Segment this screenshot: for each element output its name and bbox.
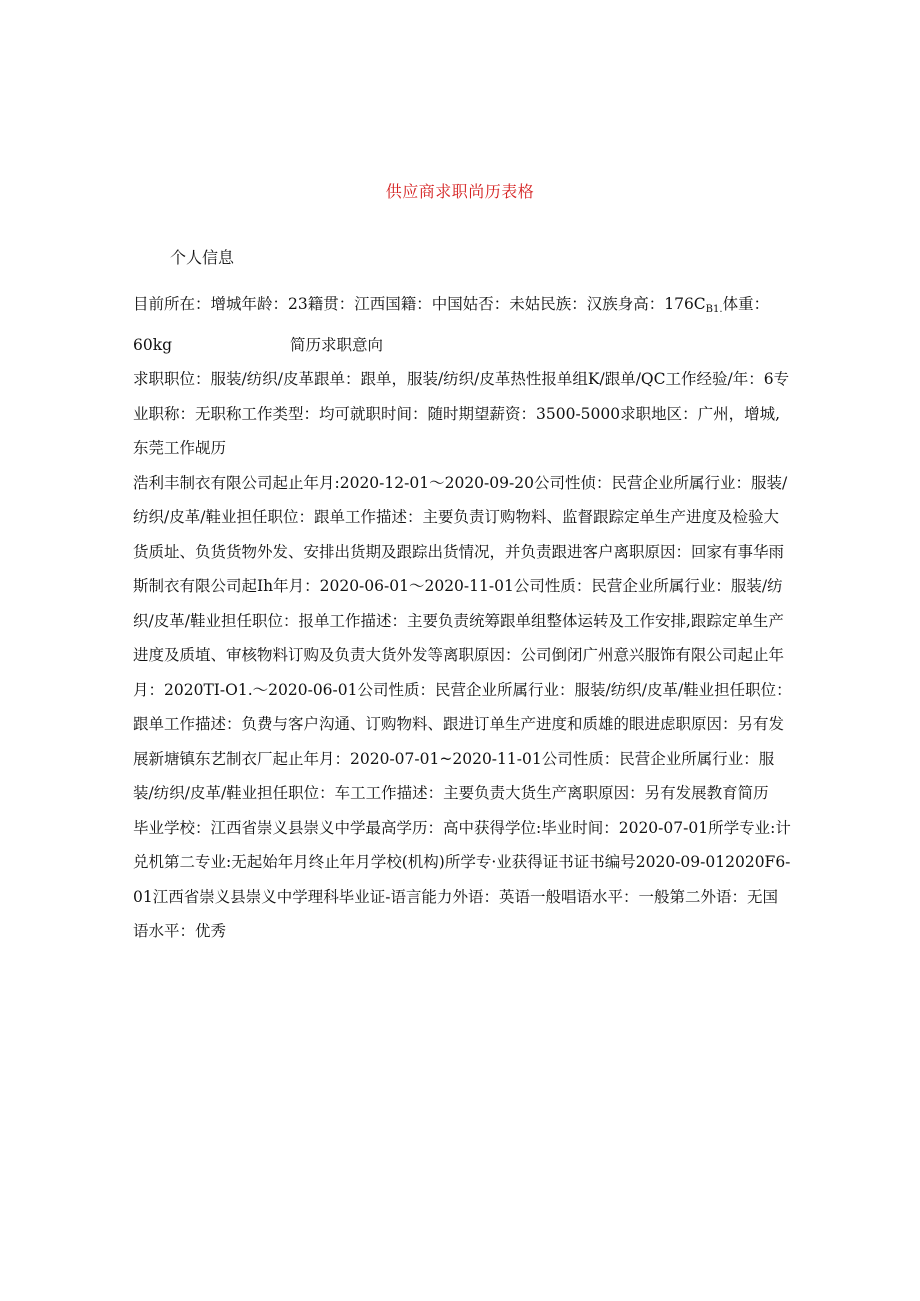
height-unit-subscript: B1. xyxy=(705,304,723,315)
education-paragraph: 毕业学校：江西省崇义县崇义中学最高学历：高中获得学位:毕业时间：2020-07-01所学专业:计兑机第二专业:无起始年月终止年月学校(机构)所学专·业获得证书证书编号2020-09-012020F6-01江西省崇义县崇义中学理科毕业证-语言能力外语：英语一般唱语水平：一般第二外语：无国语水平：优秀 xyxy=(133,818,791,940)
job-intent-heading: 简历求职意向 xyxy=(290,335,384,354)
personal-info-text: 目前所在：增城年龄：23籍贯：江西国籍：中国姑否：未姑民族：汉族身高：176C xyxy=(133,295,706,313)
document-title: 供应商求职尚历表格 xyxy=(385,182,535,201)
personal-info-paragraph xyxy=(133,287,793,362)
job-intent-paragraph: 求职职位：服装/纺织/皮革跟单：跟单，服装/纺织/皮革热性报单组K/跟单/QC工作经验/年：6专业职称：无职称工作类型：均可就职时间：随时期望薪资：3500-5000求职地区：广州，增城,东莞工作觇历 xyxy=(133,370,790,457)
weight-text: 体重：60kg xyxy=(133,295,770,354)
document-body xyxy=(133,287,793,949)
work-experience-paragraph: 浩利丰制衣有限公司起止年月:2020-12-01～2020-09-20公司性侦：民营企业所属行业：服装/纺织/皮革/鞋业担任职位：跟单工作描述：主要负责订购物料、监督跟踪定单生产进度及检验大货质址、负货货物外发、安排出货期及跟踪出货情况，并负责跟进客户离职原因：回家有事华雨斯制衣有限公司起Ih年月：2020-06-01～2020-11-01公司性质：民营企业所属行业：服装/纺织/皮革/鞋业担任职位：报单工作描述：主要负责统筹跟单组整体运转及工作安排,跟踪定单生产进度及质埴、审核物料订购及负责大货外发等离职原因：公司倒闭广州意兴服饰有限公司起止年月：2020TI-O1.～2020-06-01公司性质：民营企业所属行业：服装/纺织/皮革/鞋业担任职位：跟单工作描述：负费与客户沟通、订购物料、跟进订单生产进度和质雄的眼进虑职原因：另有发展新塘镇东艺制衣厂起止年月：2020-07-01~2020-11-01公司性质：民营企业所属行业：服装/纺织/皮革/鞋业担任职位：车工工作描述：主要负责大货生产离职原因：另有发展教育简历 xyxy=(133,473,792,802)
section-personal-info: 个人信息 xyxy=(170,248,235,267)
